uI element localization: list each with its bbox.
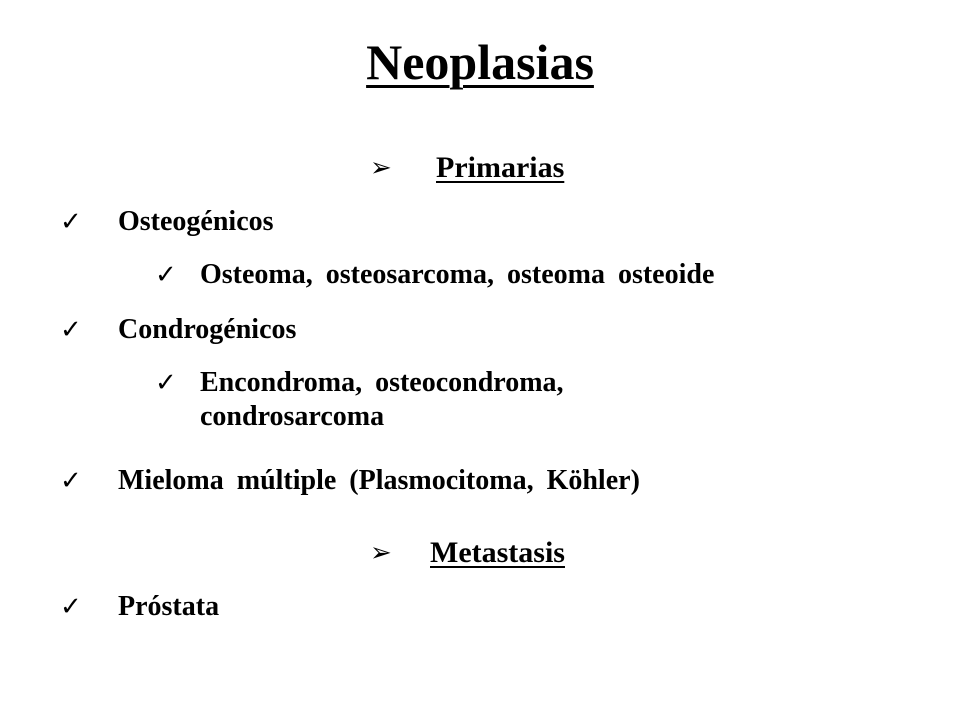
list-item-label: Osteogénicos [118, 206, 274, 237]
check-mark-icon: ✓ [60, 315, 82, 345]
arrowhead-bullet-icon: ➢ [370, 153, 392, 183]
check-mark-icon: ✓ [60, 592, 82, 622]
arrowhead-bullet-icon: ➢ [370, 538, 392, 568]
list-subitem-label: Encondroma, osteocondroma, condrosarcoma [200, 367, 564, 432]
list-item-label: Mieloma múltiple (Plasmocitoma, Köhler) [118, 465, 640, 496]
slide-title: Neoplasias [366, 34, 594, 90]
list-subitem-label: Osteoma, osteosarcoma, osteoma osteoide [200, 259, 715, 290]
section-primarias-label: Primarias [436, 151, 565, 184]
check-mark-icon: ✓ [60, 466, 82, 496]
list-item-label: Próstata [118, 591, 220, 622]
list-item-label: Condrogénicos [118, 314, 297, 345]
check-mark-icon: ✓ [155, 260, 177, 290]
check-mark-icon: ✓ [60, 207, 82, 237]
check-mark-icon: ✓ [155, 368, 177, 398]
section-metastasis-label: Metastasis [430, 536, 565, 569]
